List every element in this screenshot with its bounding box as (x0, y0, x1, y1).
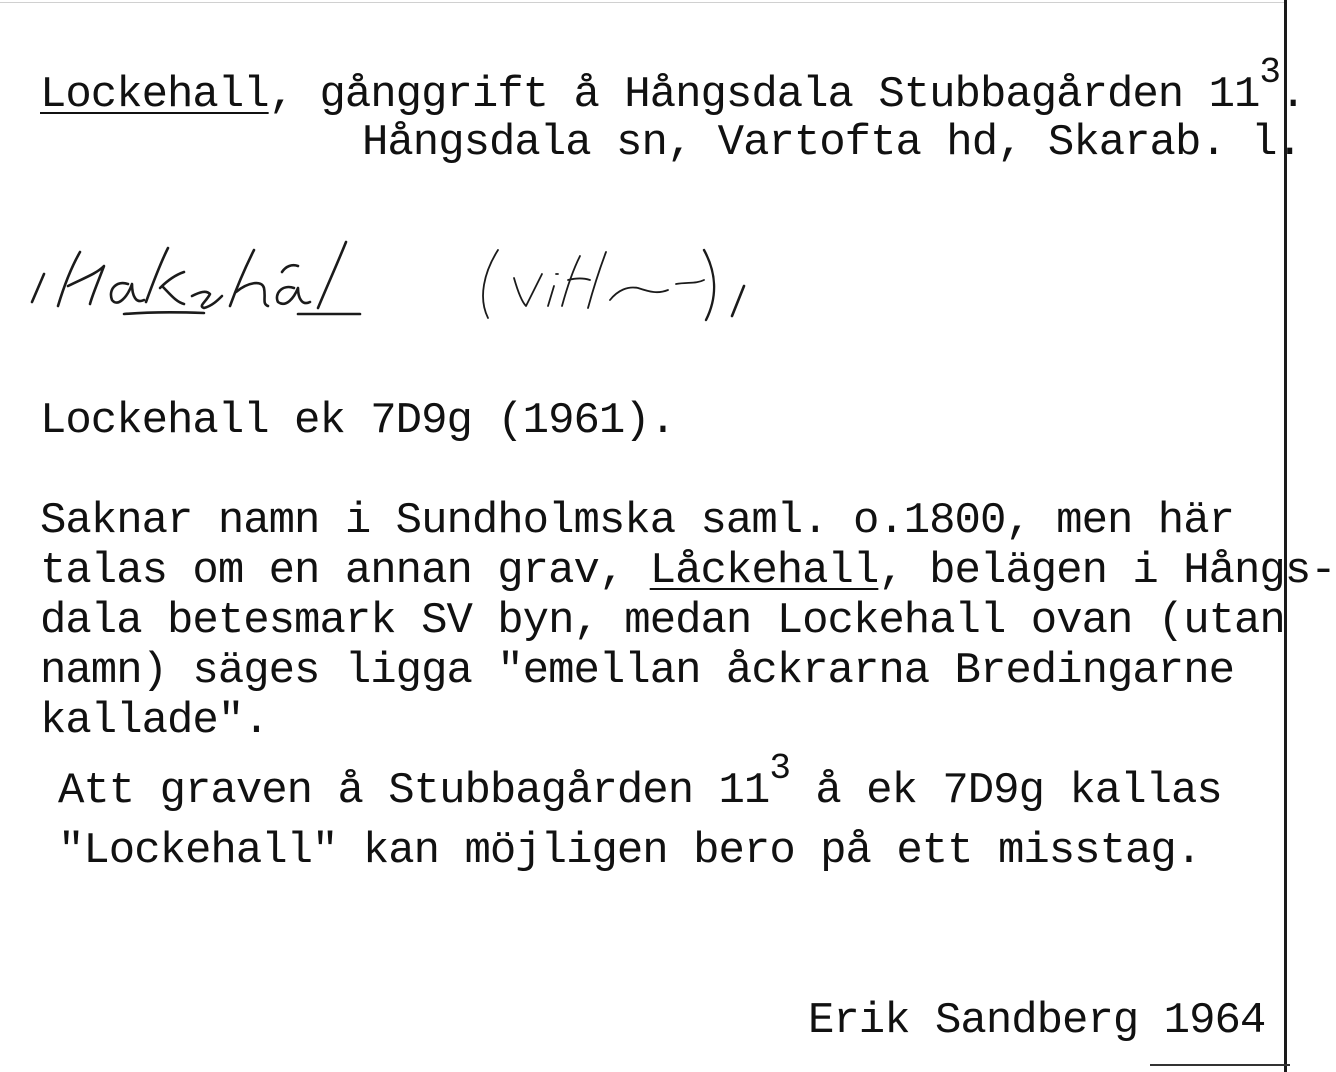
note-line-2: "Lockehall" kan möjligen bero på ett misstag. (58, 826, 1202, 876)
ek-reference-line: Lockehall ek 7D9g (1961). (40, 396, 676, 446)
signature: Erik Sandberg 1964 (808, 996, 1266, 1046)
paragraph-line-2-b: , belägen i Hångs- (878, 546, 1336, 596)
paragraph-line-3: dala betesmark SV byn, medan Lockehall ovan (utan (40, 596, 1285, 646)
other-grave-name: Låckehall (649, 546, 879, 596)
paragraph-line-2-a: talas om en annan grav, (40, 546, 650, 596)
site-name: Lockehall (40, 70, 269, 120)
handwriting-drawing (28, 222, 788, 332)
note-line-1-b: å ek 7D9g kallas (789, 766, 1222, 816)
note-line-1 (58, 748, 1222, 818)
note-superscript: 3 (769, 748, 790, 789)
paragraph-line-5: kallade". (40, 696, 269, 746)
header-line-2: Hångsdala sn, Vartofta hd, Skarab. l. (362, 118, 1302, 168)
card-top-edge (0, 2, 1284, 3)
header-line-1 (40, 52, 1306, 122)
header-line-1-end: . (1280, 70, 1306, 120)
note-line-1-a: Att graven å Stubbagården 11 (58, 766, 770, 816)
card-bottom-edge (1150, 1064, 1290, 1066)
header-superscript: 3 (1259, 52, 1281, 93)
paragraph-line-4: namn) säges ligga "emellan åckrarna Bredingarne (40, 646, 1235, 696)
paragraph-line-1: Saknar namn i Sundholmska saml. o.1800, men här (40, 496, 1235, 546)
header-line-1-text: , gånggrift å Hångsdala Stubbagården 11 (268, 70, 1260, 120)
handwritten-annotation (28, 222, 788, 337)
paragraph-line-2 (40, 546, 1336, 596)
